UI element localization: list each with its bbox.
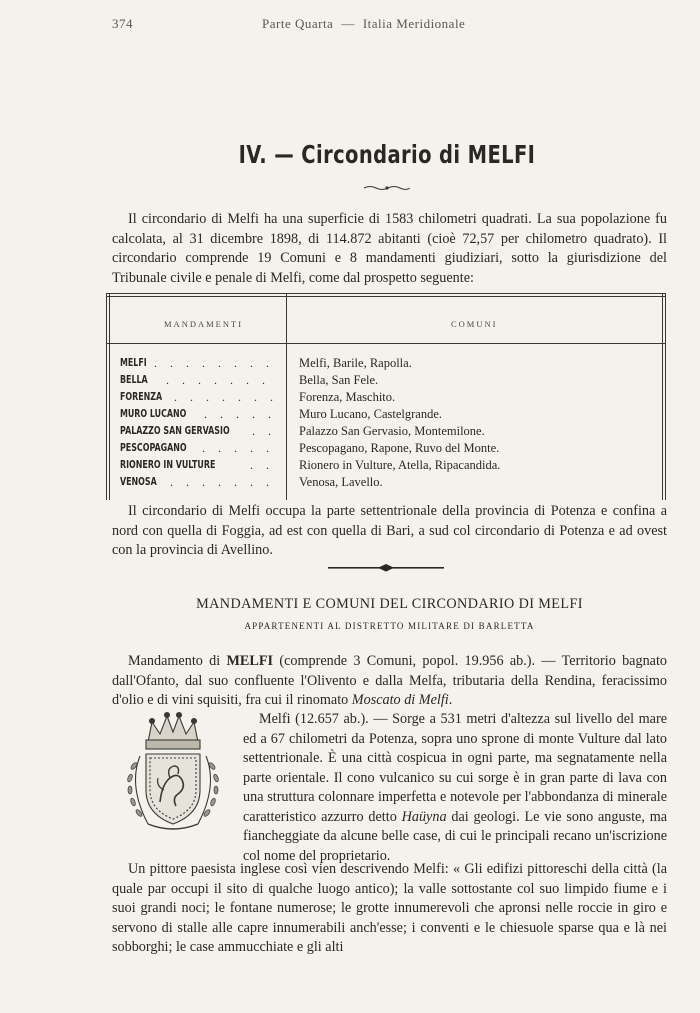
small-ornament-icon (362, 184, 412, 192)
mandamento-name: MELFI (120, 356, 147, 369)
mandamenti-table (106, 293, 666, 500)
leader-dots: . . (252, 424, 276, 438)
running-region: Italia Meridionale (362, 16, 466, 31)
table-row (106, 458, 666, 474)
leader-dots: . . . . . (204, 407, 276, 421)
table-row (106, 373, 666, 389)
mandamento-paragraph (112, 652, 667, 711)
leader-dots: . . (250, 458, 274, 472)
mandamento-name-bold: MELFI (226, 653, 274, 669)
coat-of-arms-icon (112, 706, 234, 838)
table-row (106, 407, 666, 423)
section-subtitle: APPARTENENTI AL DISTRETTO MILITARE DI BARLETTA (244, 621, 535, 631)
page-number: 374 (112, 16, 133, 31)
table-row (106, 475, 666, 491)
running-title (262, 16, 465, 32)
table-row (106, 356, 666, 372)
col-header-comuni: COMUNI (451, 319, 498, 329)
mineral-name: Haüyna (401, 808, 447, 825)
mandamento-end: . (448, 692, 453, 708)
table-header-rule (106, 343, 666, 344)
comuni-list: Palazzo San Gervasio, Montemilone. (299, 424, 485, 438)
comuni-list: Rionero in Vulture, Atella, Ripacandida. (299, 458, 501, 472)
comuni-list: Bella, San Fele. (299, 373, 379, 387)
running-separator: — (341, 16, 355, 31)
chapter-title: IV. — Circondario di MELFI (238, 140, 536, 169)
leader-dots: . . . . . . . . (154, 356, 274, 370)
comuni-list: Muro Lucano, Castelgrande. (299, 407, 443, 421)
comuni-list: Melfi, Barile, Rapolla. (299, 356, 412, 370)
leader-dots: . . . . . (202, 441, 274, 455)
section-title: MANDAMENTI E COMUNI DEL CIRCONDARIO DI MELFI (196, 596, 583, 612)
mandamento-name: VENOSA (120, 475, 157, 488)
mandamento-name: RIONERO IN VULTURE (120, 458, 216, 471)
table-top-rule-2 (106, 296, 666, 297)
running-part: Parte Quarta (262, 16, 334, 31)
comuni-list: Pescopagano, Rapone, Ruvo del Monte. (299, 441, 500, 455)
divider-ornament-icon (328, 563, 444, 573)
mandamento-name: FORENZA (120, 390, 163, 403)
painter-paragraph: Un pittore paesista inglese così vien descrivendo Melfi: « Gli edifizi pittoreschi della città (la quale par occupi il sito di qualche luogo antico); la valle sottostante col suo limpido fiume e i suoi grandi noci; le fontane numerose; le grotte innumerevoli che apronsi nelle roccie in giro e servono di stalle alle capre innumerabili anch'esse; i conventi e le chiesuole sparse qua e là nei sobborghi; le case ammucchiate e gli alti (112, 861, 667, 955)
intro-paragraph: Il circondario di Melfi ha una superficie di 1583 chilometri quadrati. La sua popolazione fu calcolata, al 31 dicembre 1898, di 114.872 abitanti (cioè 72,57 per chilometro quadrato). Il circondario comprende 19 Comuni e 8 mandamenti giudiziari, sotto la giurisdizione del Tribunale civile e penale di Melfi, come dal prospetto seguente: (112, 211, 667, 286)
melfi-text-2: dai geologi. Le vie sono anguste, ma fiancheggiate da alcune belle case, di cui le principali recano un'iscrizione col nome del proprietario. (243, 808, 668, 864)
leader-dots: . . . . . . . (166, 373, 270, 387)
leader-dots: . . . . . . . (170, 475, 274, 489)
melfi-text-1: Melfi (12.657 ab.). — Sorge a 531 metri d'altezza sul livello del mare ed a 67 chilometri da Potenza, sopra uno sprone di monte Vulture dal lato settentrionale. È una città cospicua in ogni parte, ma segnatamente nella parte orientale. Il cono vulcanico su cui sorge è in gran parte di lava con una struttura colonnare imperfetta e notevole per l'abbondanza di minerale caratteristico azzurro detto (243, 711, 667, 825)
running-header (112, 16, 662, 36)
table-row (106, 390, 666, 406)
mandamento-lead: Mandamento di (128, 653, 221, 669)
mandamento-name: BELLA (120, 373, 148, 386)
leader-dots: . . . . . . . (174, 390, 278, 404)
melfi-paragraph (243, 710, 667, 866)
mandamento-text: (comprende 3 Comuni, popol. 19.956 ab.). — Territorio bagnato dall'Ofanto, dal suo confluente l'Olivento e dalla Melfa, tributaria della Rendina, feracissimo d'olio e di vini squisiti, fra cui il rinomato (112, 653, 667, 708)
borders-paragraph: Il circondario di Melfi occupa la parte settentrionale della provincia di Potenza e confina a nord con quella di Foggia, ad est con quella di Bari, a sud col circondario di Potenza e ad ovest con la provincia di Avellino. (112, 503, 667, 558)
table-row (106, 424, 666, 440)
mandamento-name: PESCOPAGANO (120, 441, 187, 454)
mandamento-name: PALAZZO SAN GERVASIO (120, 424, 230, 437)
comuni-list: Forenza, Maschito. (299, 390, 396, 404)
table-top-rule (106, 293, 666, 294)
col-header-mandamenti: MANDAMENTI (164, 319, 244, 329)
mandamento-name: MURO LUCANO (120, 407, 187, 420)
table-row (106, 441, 666, 457)
comuni-list: Venosa, Lavello. (299, 475, 383, 489)
wine-name: Moscato di Melfi (351, 692, 449, 708)
